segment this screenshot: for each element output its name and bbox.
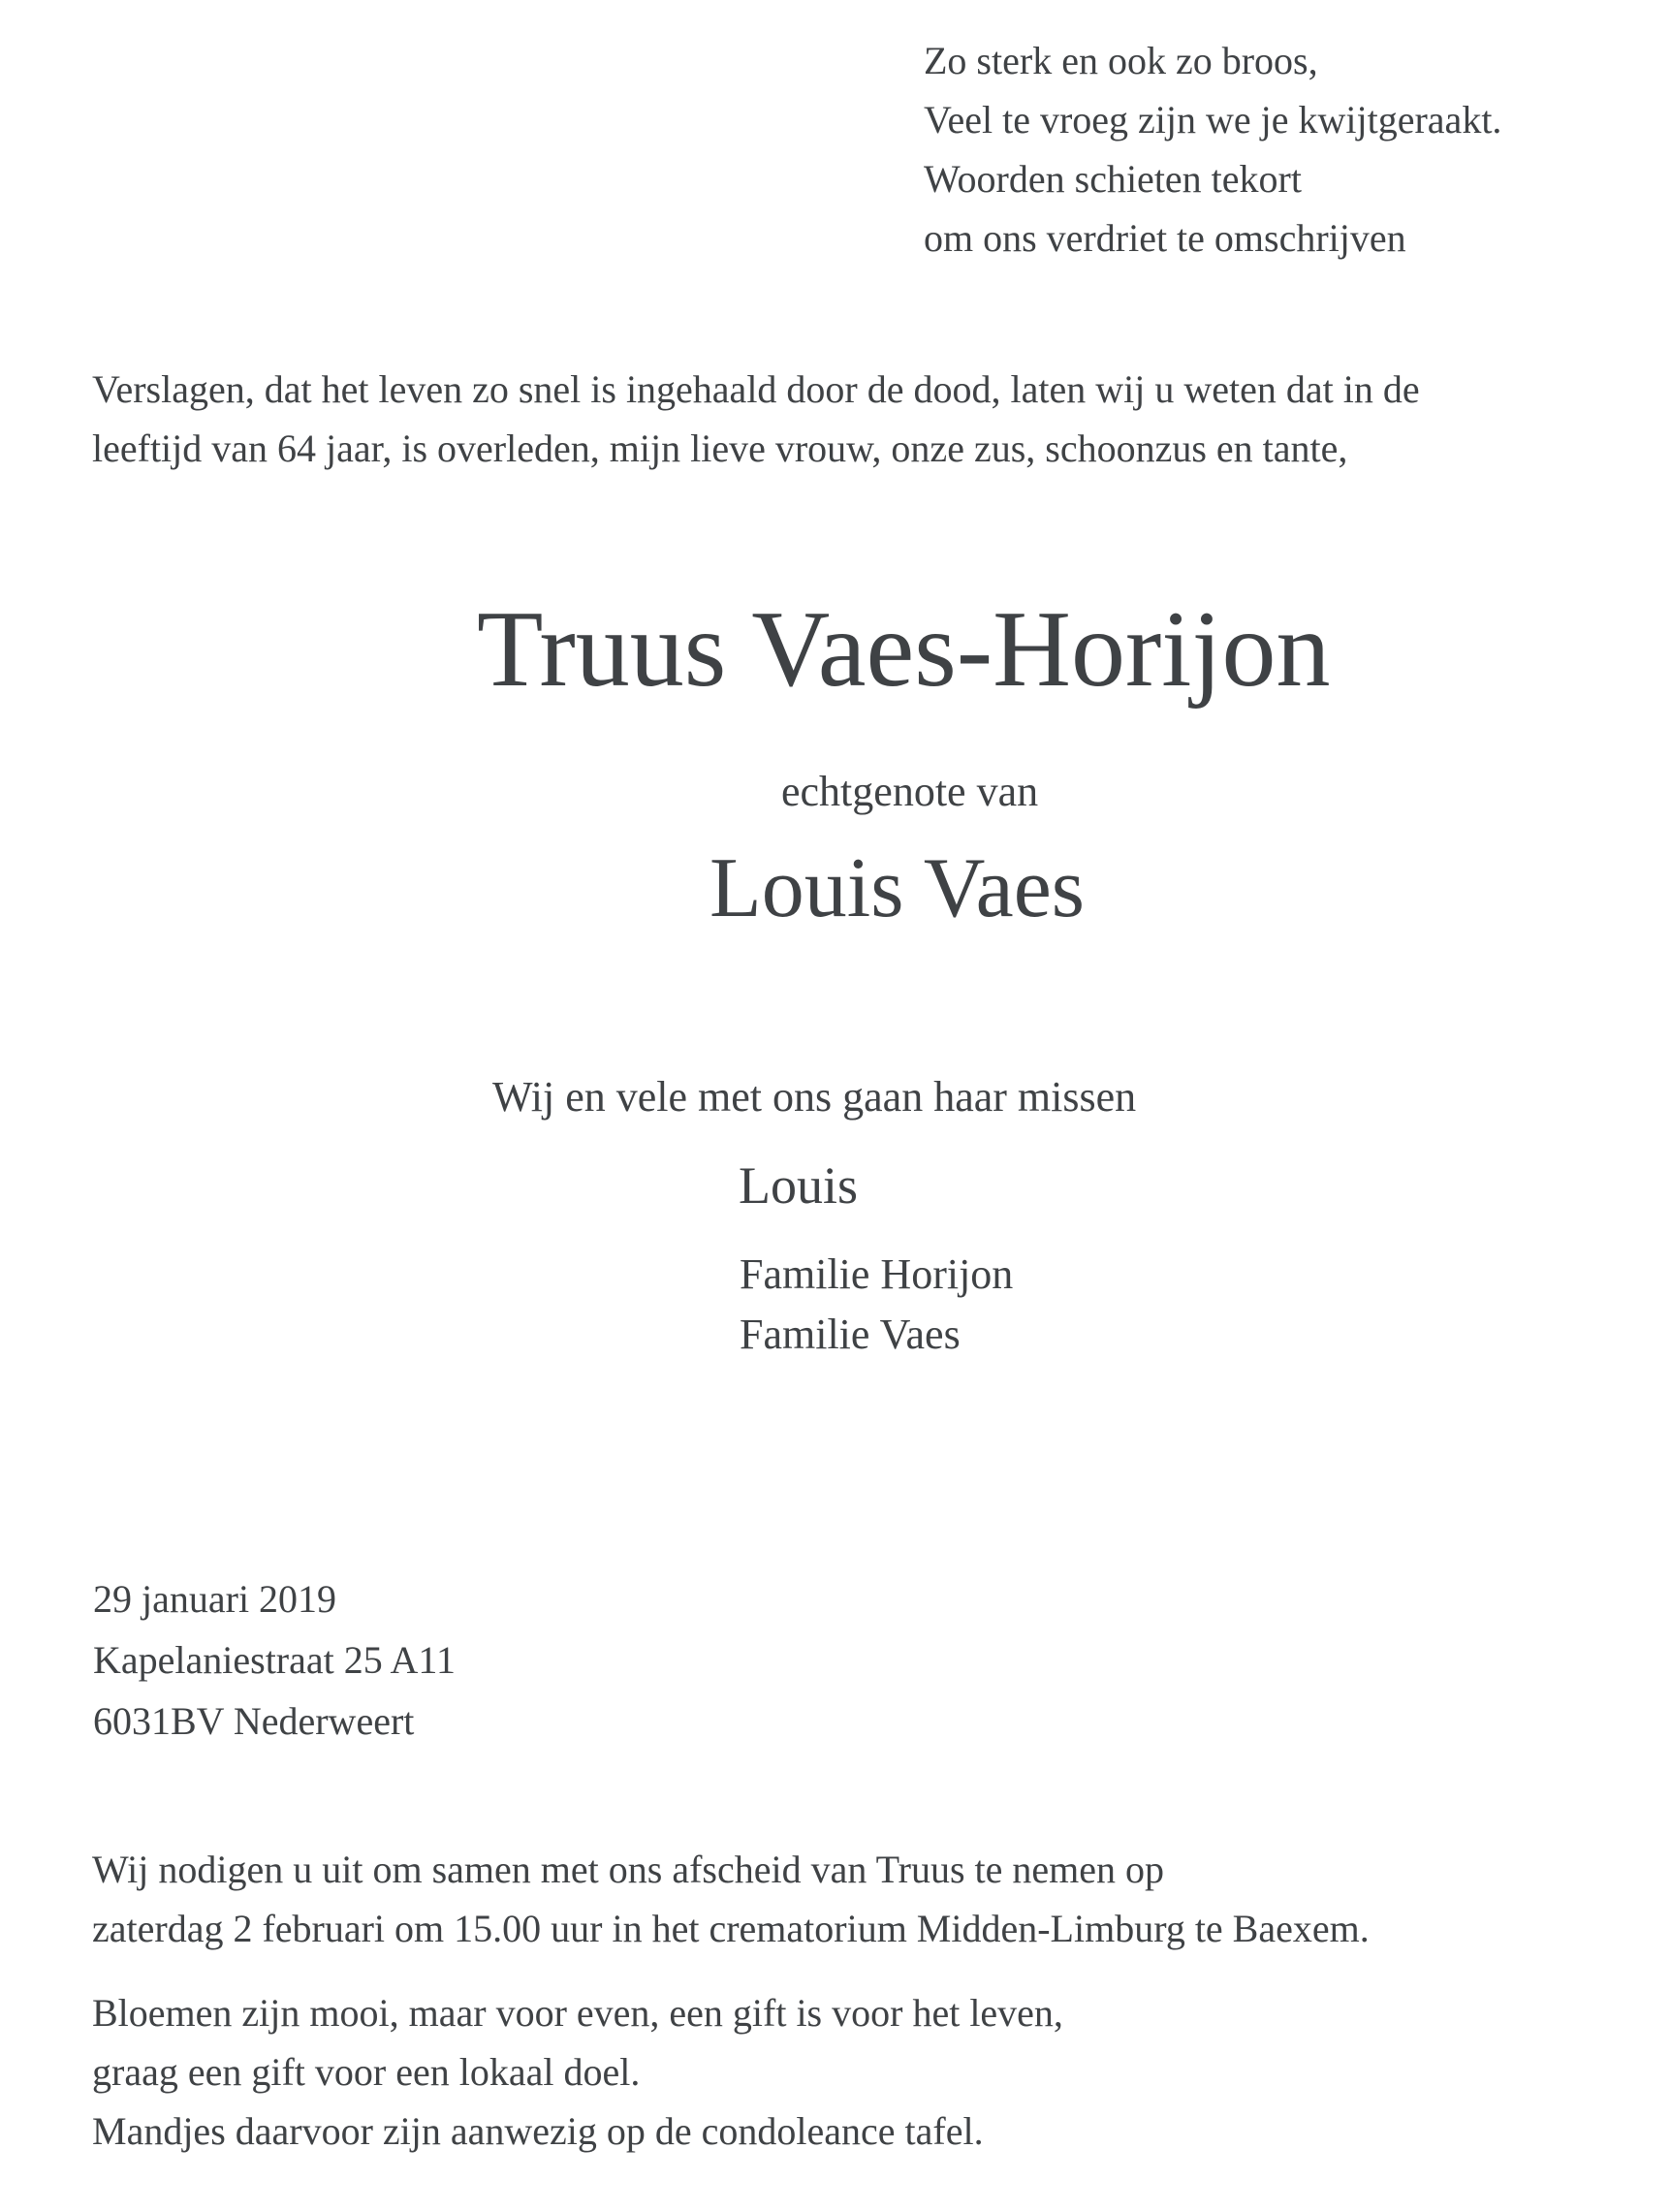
memorial-poem [924, 31, 1501, 268]
invitation-line: zaterdag 2 februari om 15.00 uur in het crematorium Midden-Limburg te Baexem. [92, 1907, 1370, 1950]
poem-line: om ons verdriet te omschrijven [924, 216, 1406, 260]
relation-label: echtgenote van [781, 768, 1039, 815]
gift-note-line: graag een gift voor een lokaal doel. [92, 2050, 641, 2094]
postal-city-line: 6031BV Nederweert [93, 1699, 415, 1743]
signature-louis: Louis [739, 1156, 859, 1215]
poem-line: Zo sterk en ook zo broos, [924, 39, 1318, 82]
family-horijon: Familie Horijon [740, 1250, 1014, 1298]
gift-note-line: Bloemen zijn mooi, maar voor even, een gift is voor het leven, [92, 1991, 1063, 2035]
poem-line: Woorden schieten tekort [924, 157, 1302, 201]
invitation-line: Wij nodigen u uit om samen met ons afscheid van Truus te nemen op [92, 1848, 1165, 1891]
poem-line: Veel te vroeg zijn we je kwijtgeraakt. [924, 98, 1502, 142]
street-line: Kapelaniestraat 25 A11 [93, 1638, 456, 1682]
invitation-paragraph [92, 1840, 1370, 1958]
family-vaes: Familie Vaes [740, 1311, 961, 1358]
spouse-name: Louis Vaes [709, 841, 1086, 935]
announcement-paragraph [92, 360, 1420, 478]
date-address-block [93, 1568, 456, 1752]
family-signatures [740, 1245, 1013, 1365]
gift-note-paragraph [92, 1983, 1063, 2161]
deceased-name-title: Truus Vaes-Horijon [477, 589, 1331, 710]
announcement-line: leeftijd van 64 jaar, is overleden, mijn lieve vrouw, onze zus, schoonzus en tante, [92, 427, 1348, 470]
farewell-message: Wij en vele met ons gaan haar missen [492, 1073, 1137, 1121]
announcement-line: Verslagen, dat het leven zo snel is ingehaald door de dood, laten wij u weten dat in de [92, 367, 1420, 411]
date-line: 29 januari 2019 [93, 1577, 337, 1621]
gift-note-line: Mandjes daarvoor zijn aanwezig op de condoleance tafel. [92, 2109, 984, 2153]
